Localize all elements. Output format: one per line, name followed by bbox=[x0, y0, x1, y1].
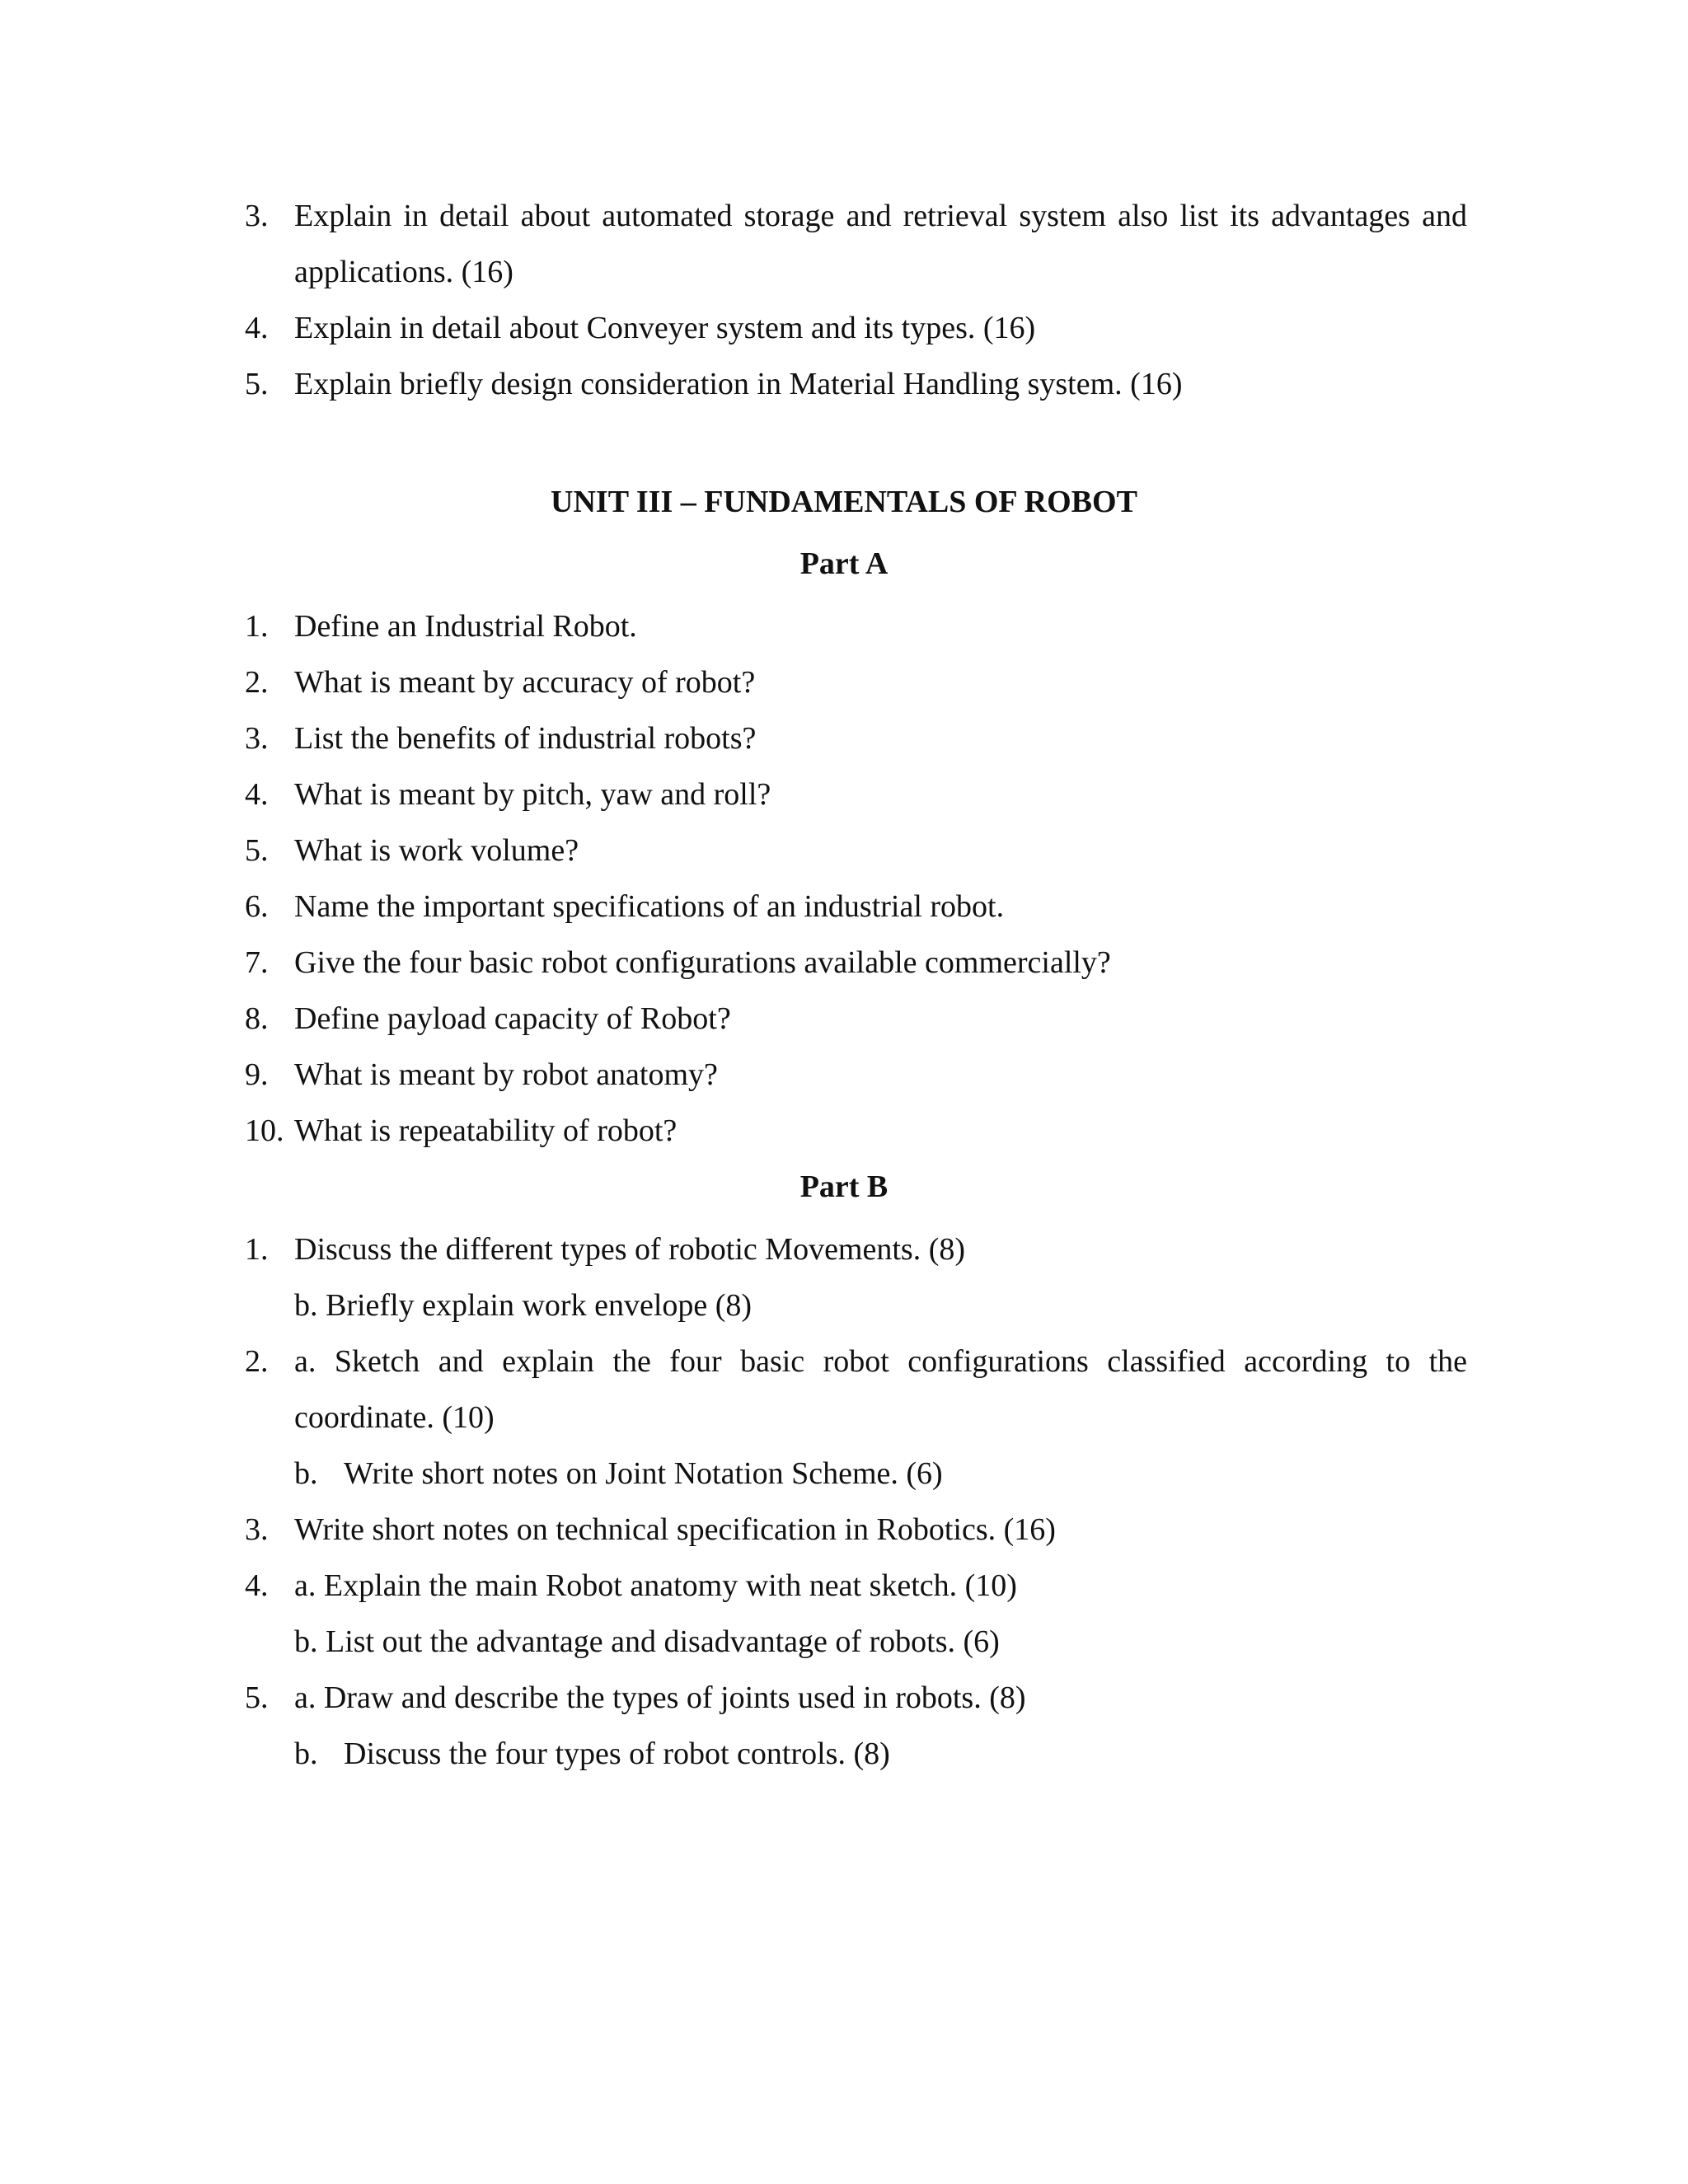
question-number: 2. bbox=[245, 1344, 269, 1379]
question-text: Explain briefly design consideration in Material Handling system. (16) bbox=[294, 367, 1183, 401]
question-text: a. Explain the main Robot anatomy with neat sketch. (10) bbox=[294, 1568, 1017, 1603]
sub-question-text: Discuss the four types of robot controls. (8) bbox=[344, 1736, 890, 1771]
sub-question-text: b. Briefly explain work envelope (8) bbox=[294, 1288, 753, 1323]
question-text: Give the four basic robot configurations available commercially? bbox=[294, 945, 1111, 980]
question-text: Discuss the different types of robotic Movements. (8) bbox=[294, 1232, 966, 1267]
question-text: What is meant by pitch, yaw and roll? bbox=[294, 777, 771, 812]
question-text: a. Sketch and explain the four basic robot configurations classified according to the bbox=[294, 1344, 1467, 1379]
question-text: Define payload capacity of Robot? bbox=[294, 1001, 731, 1036]
question-text: Write short notes on technical specification in Robotics. (16) bbox=[294, 1512, 1056, 1547]
question-number: 9. bbox=[245, 1057, 269, 1092]
question-number: 3. bbox=[245, 1512, 269, 1547]
sub-question-text: Write short notes on Joint Notation Scheme. (6) bbox=[344, 1456, 943, 1491]
question-number: 4. bbox=[245, 311, 269, 345]
question-text: What is meant by accuracy of robot? bbox=[294, 665, 756, 700]
question-number: 1. bbox=[245, 609, 269, 644]
question-number: 4. bbox=[245, 1568, 269, 1603]
question-number: 10. bbox=[245, 1113, 284, 1148]
sub-question-text: b. List out the advantage and disadvantage of robots. (6) bbox=[294, 1624, 1000, 1659]
question-number: 3. bbox=[245, 199, 269, 233]
sub-question-label: b. bbox=[294, 1736, 318, 1771]
unit-title: UNIT III – FUNDAMENTALS OF ROBOT bbox=[551, 485, 1137, 519]
question-text: Explain in detail about Conveyer system and its types. (16) bbox=[294, 311, 1036, 345]
sub-question-label: b. bbox=[294, 1456, 318, 1491]
question-text-continued: coordinate. (10) bbox=[294, 1400, 495, 1435]
question-number: 8. bbox=[245, 1001, 269, 1036]
question-text: What is meant by robot anatomy? bbox=[294, 1057, 718, 1092]
part-b-heading: Part B bbox=[799, 1169, 889, 1204]
question-number: 1. bbox=[245, 1232, 269, 1267]
question-text: What is repeatability of robot? bbox=[294, 1113, 678, 1148]
question-number: 5. bbox=[245, 833, 269, 868]
part-a-heading: Part A bbox=[799, 546, 889, 581]
question-number: 5. bbox=[245, 1680, 269, 1715]
question-number: 7. bbox=[245, 945, 269, 980]
sub-question bbox=[294, 1734, 890, 1774]
question-number: 5. bbox=[245, 367, 269, 401]
question-text: Name the important specifications of an industrial robot. bbox=[294, 889, 1005, 924]
question-text: a. Draw and describe the types of joints used in robots. (8) bbox=[294, 1680, 1026, 1715]
question-number: 6. bbox=[245, 889, 269, 924]
question-text: What is work volume? bbox=[294, 833, 579, 868]
question-number: 2. bbox=[245, 665, 269, 700]
question-text: List the benefits of industrial robots? bbox=[294, 721, 757, 756]
sub-question bbox=[294, 1454, 943, 1493]
question-number: 4. bbox=[245, 777, 269, 812]
question-text: Explain in detail about automated storage and retrieval system also list its advantages and bbox=[294, 199, 1467, 233]
question-text: Define an Industrial Robot. bbox=[294, 609, 637, 644]
question-text-continued: applications. (16) bbox=[294, 255, 513, 289]
question-number: 3. bbox=[245, 721, 269, 756]
